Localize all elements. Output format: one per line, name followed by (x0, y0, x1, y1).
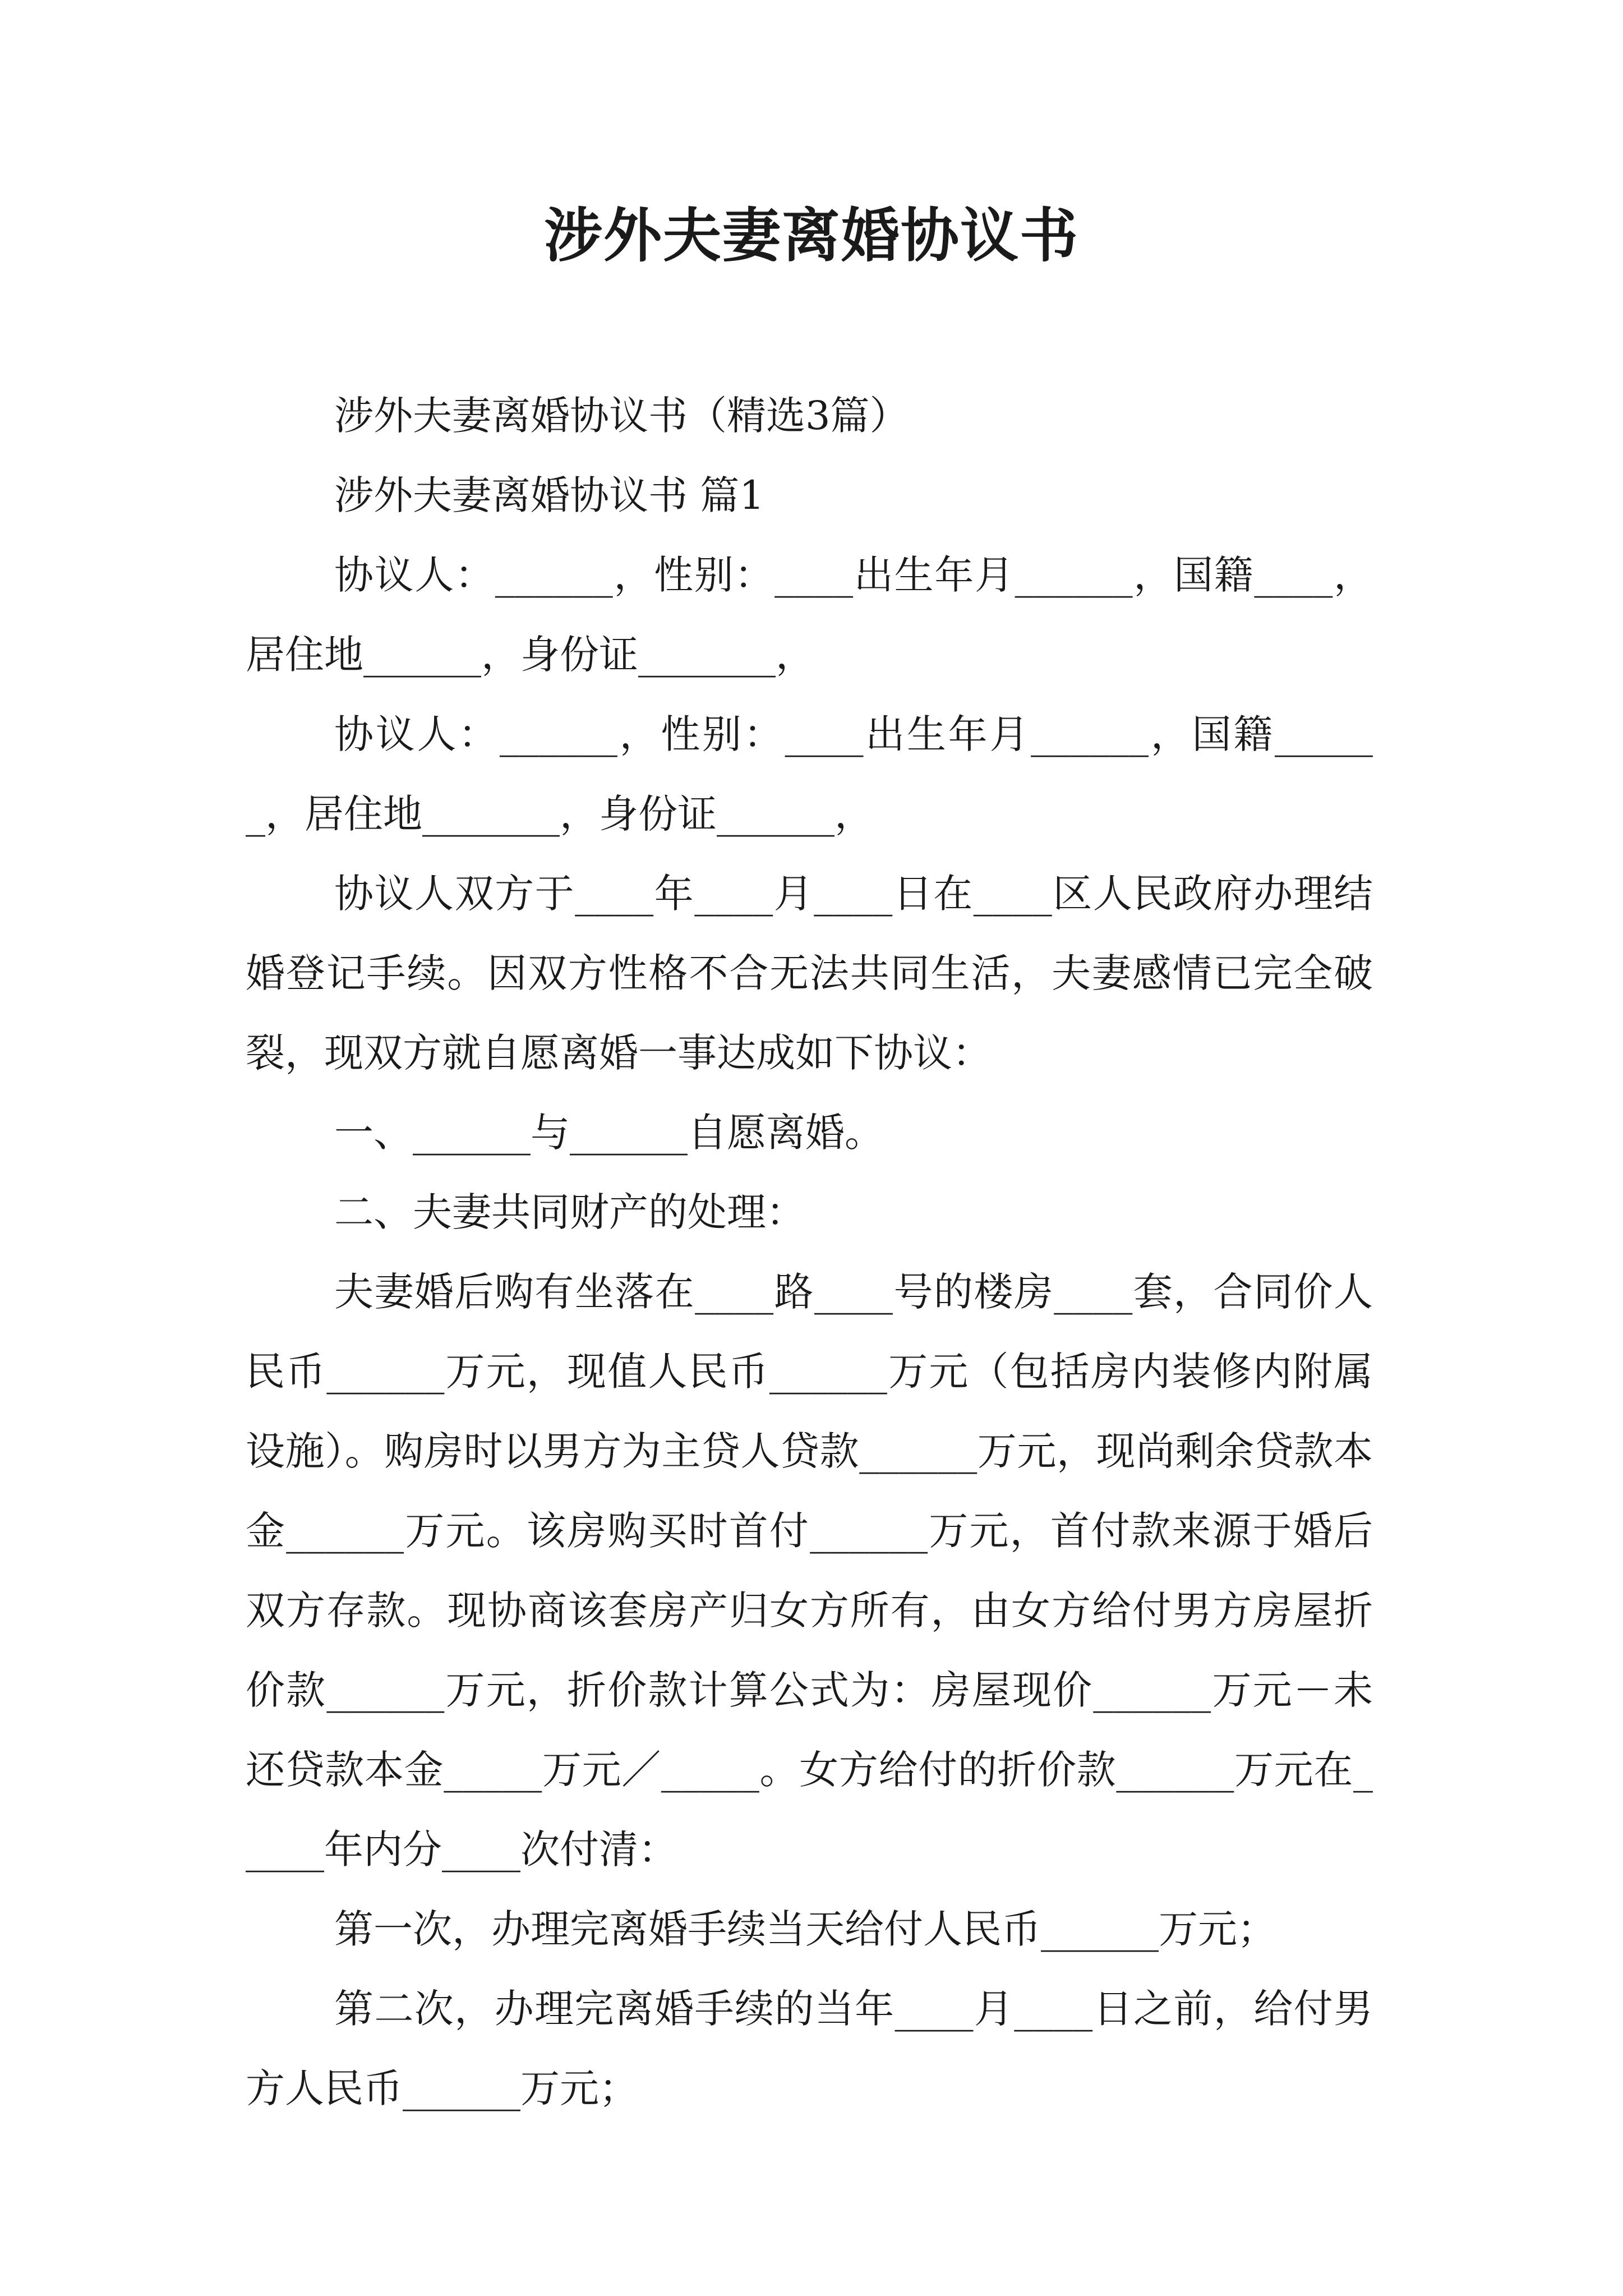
paragraph-section-heading: 涉外夫妻离婚协议书 篇1 (334, 472, 764, 518)
paragraph-marriage-registration: 协议人双方于____年____月____日在____区人民政府办理结婚登记手续。因双方性格不合无法共同生活，夫妻感情已完全破裂，现双方就自愿离婚一事达成如下协议： (246, 871, 1373, 1076)
paragraph-clause-one: 一、______与______自愿离婚。 (334, 1110, 884, 1156)
paragraph-first-payment: 第一次，办理完离婚手续当天给付人民币______万元； (334, 1906, 1276, 1952)
document-body (246, 376, 1373, 2128)
paragraph-property-details: 夫妻婚后购有坐落在____路____号的楼房____套，合同价人民币______万元，现值人民币______万元（包括房内装修内附属设施）。购房时以男方为主贷人贷款______万元，现尚剩余贷款本金______万元。该房购买时首付______万元，首付款来源于婚后双方存款。现协商该套房产归女方所有，由女方给付男方房屋折价款______万元，折价款计算公式为：房屋现价______万元－未还贷款本金_____万元／_____。女方给付的折价款______万元在_____年内分____次付清： (246, 1269, 1373, 1872)
document-title: 涉外夫妻离婚协议书 (543, 201, 1079, 270)
paragraph-second-payment: 第二次，办理完离婚手续的当年____月____日之前，给付男方人民币______万元； (246, 1986, 1373, 2111)
paragraph-party-one: 协议人：______，性别：____出生年月______，国籍____，居住地______，身份证_______， (246, 552, 1373, 678)
paragraph-clause-two-heading: 二、夫妻共同财产的处理： (334, 1189, 805, 1235)
paragraph-party-two: 协议人：______，性别：____出生年月______，国籍______，居住地_______，身份证______， (246, 711, 1373, 837)
paragraph-collection-title: 涉外夫妻离婚协议书（精选3篇） (334, 393, 909, 439)
